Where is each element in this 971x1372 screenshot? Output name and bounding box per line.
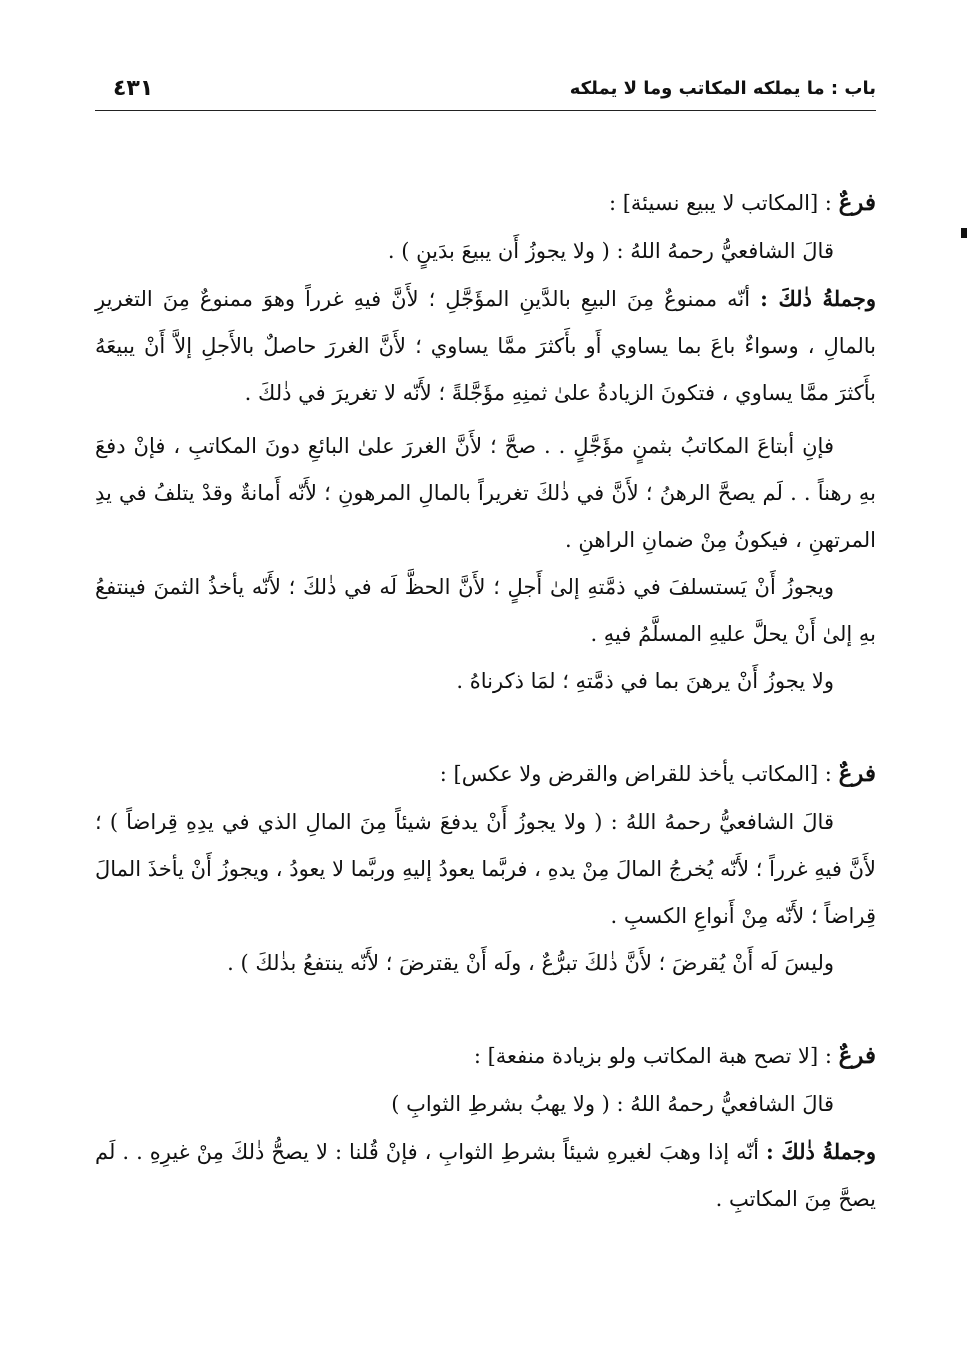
section-label: فرعٌ <box>838 760 876 787</box>
section-2 <box>95 749 876 987</box>
page-number: ٤٣١ <box>113 76 154 101</box>
paragraph: ولا يجوزُ أَنْ يرهنَ بما في ذمَّتهِ ؛ لمَا ذكرناهُ . <box>456 669 834 693</box>
section-title: : [لا تصح هبة المكاتب ولو بزيادة منفعة] : <box>473 1044 832 1068</box>
section-1 <box>95 178 876 705</box>
section-heading <box>95 178 876 228</box>
paragraph-text: أنّه إذا وهبَ لغيرهِ شيئاً بشرطِ الثوابِ ، فإنْ قُلنا : لا يصحُّ ذٰلكَ مِنْ غيرِهِ . . لَم يصحَّ مِنَ المكاتبِ . <box>95 1140 876 1211</box>
paragraph: قالَ الشافعيُّ رحمهُ اللهُ : ( ولا يهبُ بشرطِ الثوابِ ) <box>391 1092 834 1116</box>
section-heading <box>95 749 876 799</box>
paragraph <box>95 275 876 417</box>
paragraph <box>95 1128 876 1223</box>
paragraph: ويجوزُ أَنْ يَستسلفَ في ذمَّتهِ إلىٰ أَجلٍ ؛ لأَنَّ الحظَّ لَه في ذٰلكَ ؛ لأَنّه يأخذُ الثمنَ فينتفعُ بهِ إلىٰ أَنْ يحلَّ عليهِ المسلَّمُ فيهِ . <box>95 575 876 646</box>
paragraph: وليسَ لَه أَنْ يُقرضَ ؛ لأَنَّ ذٰلكَ تبرُّعٌ ، ولَه أَنْ يقترضَ ؛ لأَنّه ينتفعُ بذٰلكَ ) . <box>227 951 834 975</box>
section-title: : [المكاتب يأخذ للقراض والقرض ولا عكس] : <box>439 762 832 786</box>
paragraph: فإنِ أبتاعَ المكاتبُ بثمنٍ مؤَجَّلٍ . . صحَّ ؛ لأَنَّ الغررَ علىٰ البائعِ دونَ المكاتبِ ، فإنْ دفعَ بهِ رهناً . . لَم يصحَّ الرهنُ ؛ لأَنَّ في ذٰلكَ تغريراً بالمالِ المرهونِ ؛ لأَنّه أَمانةٌ وقدْ يتلفُ في يدِ المرتهنِ ، فيكونُ مِنْ ضمانِ الراهنِ . <box>95 434 876 552</box>
section-title: : [المكاتب لا يبيع نسيئة] : <box>608 191 832 215</box>
section-heading <box>95 1031 876 1081</box>
paragraph: قالَ الشافعيُّ رحمهُ اللهُ : ( ولا يجوزُ أَنْ يدفعَ شيئاً مِنَ المالِ الذي في يدِهِ قِراضاً ) ؛ لأَنَّ فيهِ غرراً ؛ لأَنّه يُخرجُ المالَ مِنْ يدهِ ، فربَّما يعودُ إليهِ وربَّما لا يعودُ ، ويجوزُ أَنْ يأخذَ المالَ قِراضاً ؛ لأَنّه مِنْ أَنواعِ الكسبِ . <box>95 810 876 928</box>
section-3 <box>95 1031 876 1223</box>
paragraph-lead: وجملةُ ذٰلكَ : <box>766 1139 876 1164</box>
chapter-title: باب : ما يملكه المكاتب وما لا يملكه <box>569 78 876 99</box>
running-header <box>95 70 876 111</box>
margin-mark <box>961 228 967 238</box>
paragraph-text: أنّه ممنوعٌ مِنَ البيعِ بالدَّينِ المؤَجَّلِ ؛ لأَنَّ فيهِ غرراً وهوَ ممنوعٌ مِنَ التغريرِ بالمالِ ، وسواءٌ باعَ بما يساوي أَو بأَكثرَ ممَّا يساوي ؛ لأَنَّ الغررَ حاصلٌ بالأَجلِ إلاَّ أَنْ يبيعَهُ بأَكثرَ ممَّا يساوي ، فتكونَ الزيادةُ علىٰ ثمنِهِ مؤَجَّلةً ؛ لأَنّه لا تغريرَ في ذٰلكَ . <box>95 287 876 405</box>
page-body <box>95 178 876 1267</box>
section-label: فرعٌ <box>838 1042 876 1069</box>
paragraph: قالَ الشافعيُّ رحمهُ اللهُ : ( ولا يجوزُ أَن يبيعَ بدَينٍ ) . <box>387 239 834 263</box>
section-label: فرعٌ <box>838 189 876 216</box>
paragraph-lead: وجملةُ ذٰلكَ : <box>760 286 876 311</box>
